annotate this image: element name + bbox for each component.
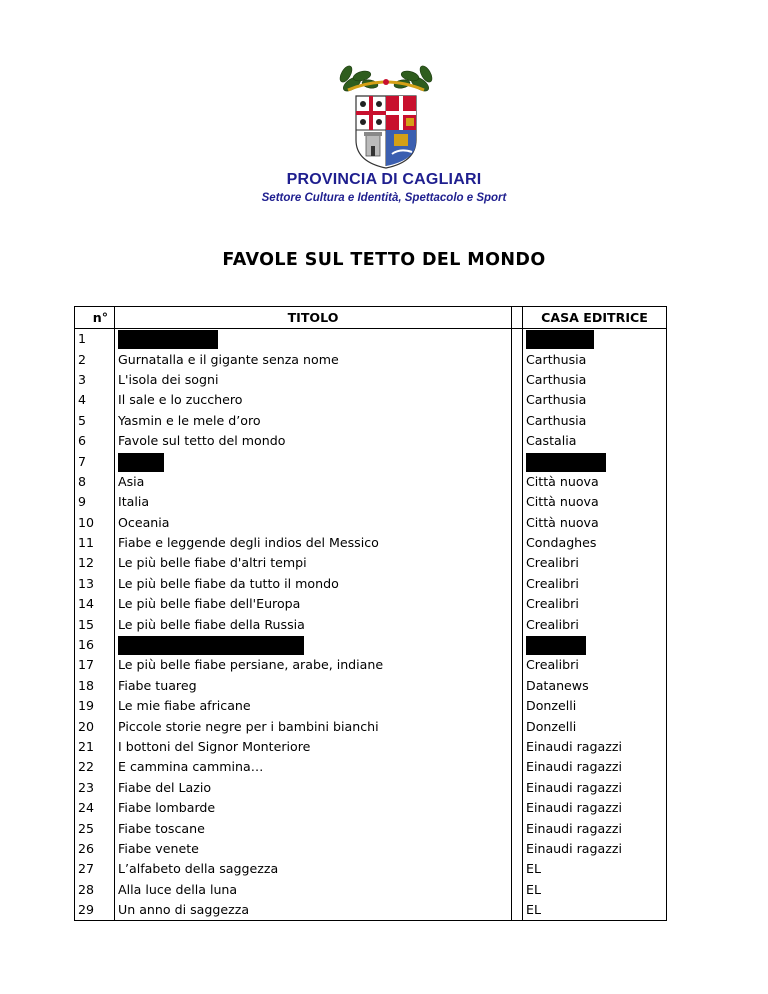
row-number: 8	[75, 472, 115, 492]
table-row	[75, 614, 667, 634]
table-row	[75, 451, 667, 471]
publisher: Città nuova	[523, 472, 667, 492]
column-gap	[512, 778, 523, 798]
column-gap	[512, 472, 523, 492]
publisher: EL	[523, 859, 667, 879]
organization-name: PROVINCIA DI CAGLIARI	[286, 171, 482, 188]
column-gap	[512, 614, 523, 634]
table-row	[75, 880, 667, 900]
book-title: Un anno di saggezza	[115, 900, 512, 921]
table-row	[75, 574, 667, 594]
book-title: Le più belle fiabe della Russia	[115, 614, 512, 634]
column-gap	[512, 900, 523, 921]
row-number: 26	[75, 839, 115, 859]
book-title: Favole sul tetto del mondo	[115, 431, 512, 451]
table-body	[75, 329, 667, 921]
table-row	[75, 839, 667, 859]
column-gap	[512, 737, 523, 757]
publisher: Einaudi ragazzi	[523, 737, 667, 757]
row-number: 10	[75, 513, 115, 533]
publisher: Einaudi ragazzi	[523, 757, 667, 777]
column-gap	[512, 696, 523, 716]
column-gap	[512, 329, 523, 350]
row-number: 25	[75, 818, 115, 838]
column-gap	[512, 492, 523, 512]
column-gap	[512, 880, 523, 900]
table-row	[75, 716, 667, 736]
column-gap	[512, 431, 523, 451]
column-gap	[512, 676, 523, 696]
column-gap	[512, 716, 523, 736]
row-number: 20	[75, 716, 115, 736]
redaction-bar	[526, 636, 586, 655]
row-number: 5	[75, 411, 115, 431]
book-title: Fiabe toscane	[115, 818, 512, 838]
publisher: Castalia	[523, 431, 667, 451]
table-row	[75, 900, 667, 921]
column-gap	[512, 859, 523, 879]
row-number: 2	[75, 349, 115, 369]
column-header-publisher: CASA EDITRICE	[523, 307, 667, 329]
publisher	[523, 329, 667, 350]
book-title: Alla luce della luna	[115, 880, 512, 900]
book-title: Italia	[115, 492, 512, 512]
book-title	[115, 635, 512, 655]
column-gap	[512, 349, 523, 369]
row-number: 17	[75, 655, 115, 675]
book-title: I bottoni del Signor Monteriore	[115, 737, 512, 757]
book-title: Le mie fiabe africane	[115, 696, 512, 716]
table-row	[75, 757, 667, 777]
table-row	[75, 431, 667, 451]
book-title: Fiabe venete	[115, 839, 512, 859]
table-row	[75, 390, 667, 410]
table-row	[75, 676, 667, 696]
table-row	[75, 370, 667, 390]
column-gap	[512, 655, 523, 675]
column-gap	[512, 451, 523, 471]
publisher: Crealibri	[523, 553, 667, 573]
book-title: Le più belle fiabe dell'Europa	[115, 594, 512, 614]
publisher: Crealibri	[523, 614, 667, 634]
document-title: FAVOLE SUL TETTO DEL MONDO	[222, 250, 546, 270]
row-number: 12	[75, 553, 115, 573]
publisher	[523, 635, 667, 655]
redaction-bar	[118, 330, 218, 349]
row-number: 24	[75, 798, 115, 818]
table-row	[75, 472, 667, 492]
column-gap	[512, 553, 523, 573]
row-number: 29	[75, 900, 115, 921]
row-number: 21	[75, 737, 115, 757]
row-number: 27	[75, 859, 115, 879]
book-title: Fiabe lombarde	[115, 798, 512, 818]
book-title: Yasmin e le mele d’oro	[115, 411, 512, 431]
column-gap	[512, 390, 523, 410]
publisher	[523, 451, 667, 471]
row-number: 11	[75, 533, 115, 553]
table-row	[75, 411, 667, 431]
row-number: 13	[75, 574, 115, 594]
column-gap	[512, 411, 523, 431]
publisher: EL	[523, 880, 667, 900]
coat-of-arms-icon	[334, 62, 438, 172]
row-number: 3	[75, 370, 115, 390]
redaction-bar	[526, 330, 594, 349]
table-row	[75, 492, 667, 512]
row-number: 22	[75, 757, 115, 777]
publisher: Donzelli	[523, 696, 667, 716]
row-number: 1	[75, 329, 115, 350]
row-number: 4	[75, 390, 115, 410]
publisher: Einaudi ragazzi	[523, 778, 667, 798]
table-row	[75, 635, 667, 655]
publisher: Einaudi ragazzi	[523, 798, 667, 818]
table-header-row	[75, 307, 667, 329]
book-title: Oceania	[115, 513, 512, 533]
book-title	[115, 329, 512, 350]
redaction-bar	[118, 453, 164, 472]
column-gap	[512, 839, 523, 859]
redaction-bar	[526, 453, 606, 472]
column-gap	[512, 635, 523, 655]
book-title	[115, 451, 512, 471]
book-title: Le più belle fiabe d'altri tempi	[115, 553, 512, 573]
table-row	[75, 696, 667, 716]
publisher: EL	[523, 900, 667, 921]
table-row	[75, 859, 667, 879]
column-header-number: n°	[75, 307, 115, 329]
publisher: Einaudi ragazzi	[523, 818, 667, 838]
publisher: Carthusia	[523, 390, 667, 410]
column-gap	[512, 757, 523, 777]
table-row	[75, 329, 667, 350]
table-row	[75, 737, 667, 757]
book-title: Le più belle fiabe da tutto il mondo	[115, 574, 512, 594]
publisher: Città nuova	[523, 492, 667, 512]
row-number: 7	[75, 451, 115, 471]
book-title: Il sale e lo zucchero	[115, 390, 512, 410]
publisher: Einaudi ragazzi	[523, 839, 667, 859]
row-number: 28	[75, 880, 115, 900]
publisher: Datanews	[523, 676, 667, 696]
book-title: Fiabe del Lazio	[115, 778, 512, 798]
column-gap	[512, 307, 523, 329]
publisher: Donzelli	[523, 716, 667, 736]
column-gap	[512, 594, 523, 614]
publisher: Crealibri	[523, 594, 667, 614]
table-row	[75, 349, 667, 369]
column-gap	[512, 798, 523, 818]
department-name: Settore Cultura e Identità, Spettacolo e Sport	[261, 192, 507, 204]
publisher: Carthusia	[523, 411, 667, 431]
table-row	[75, 818, 667, 838]
book-title: Fiabe tuareg	[115, 676, 512, 696]
column-header-title: TITOLO	[115, 307, 512, 329]
table-row	[75, 655, 667, 675]
table-row	[75, 553, 667, 573]
row-number: 18	[75, 676, 115, 696]
row-number: 23	[75, 778, 115, 798]
row-number: 19	[75, 696, 115, 716]
publisher: Carthusia	[523, 370, 667, 390]
column-gap	[512, 574, 523, 594]
book-title: Le più belle fiabe persiane, arabe, indiane	[115, 655, 512, 675]
book-title: Asia	[115, 472, 512, 492]
column-gap	[512, 370, 523, 390]
publisher: Crealibri	[523, 655, 667, 675]
table-row	[75, 778, 667, 798]
column-gap	[512, 818, 523, 838]
table-row	[75, 513, 667, 533]
column-gap	[512, 513, 523, 533]
publisher: Città nuova	[523, 513, 667, 533]
book-title: L’alfabeto della saggezza	[115, 859, 512, 879]
row-number: 9	[75, 492, 115, 512]
book-title: Gurnatalla e il gigante senza nome	[115, 349, 512, 369]
row-number: 14	[75, 594, 115, 614]
books-table	[74, 306, 667, 921]
book-title: Fiabe e leggende degli indios del Messico	[115, 533, 512, 553]
book-title: Piccole storie negre per i bambini bianchi	[115, 716, 512, 736]
column-gap	[512, 533, 523, 553]
row-number: 6	[75, 431, 115, 451]
row-number: 16	[75, 635, 115, 655]
redaction-bar	[118, 636, 304, 655]
book-title: E cammina cammina…	[115, 757, 512, 777]
table-row	[75, 533, 667, 553]
book-title: L'isola dei sogni	[115, 370, 512, 390]
publisher: Crealibri	[523, 574, 667, 594]
table-row	[75, 594, 667, 614]
publisher: Condaghes	[523, 533, 667, 553]
publisher: Carthusia	[523, 349, 667, 369]
row-number: 15	[75, 614, 115, 634]
table-row	[75, 798, 667, 818]
